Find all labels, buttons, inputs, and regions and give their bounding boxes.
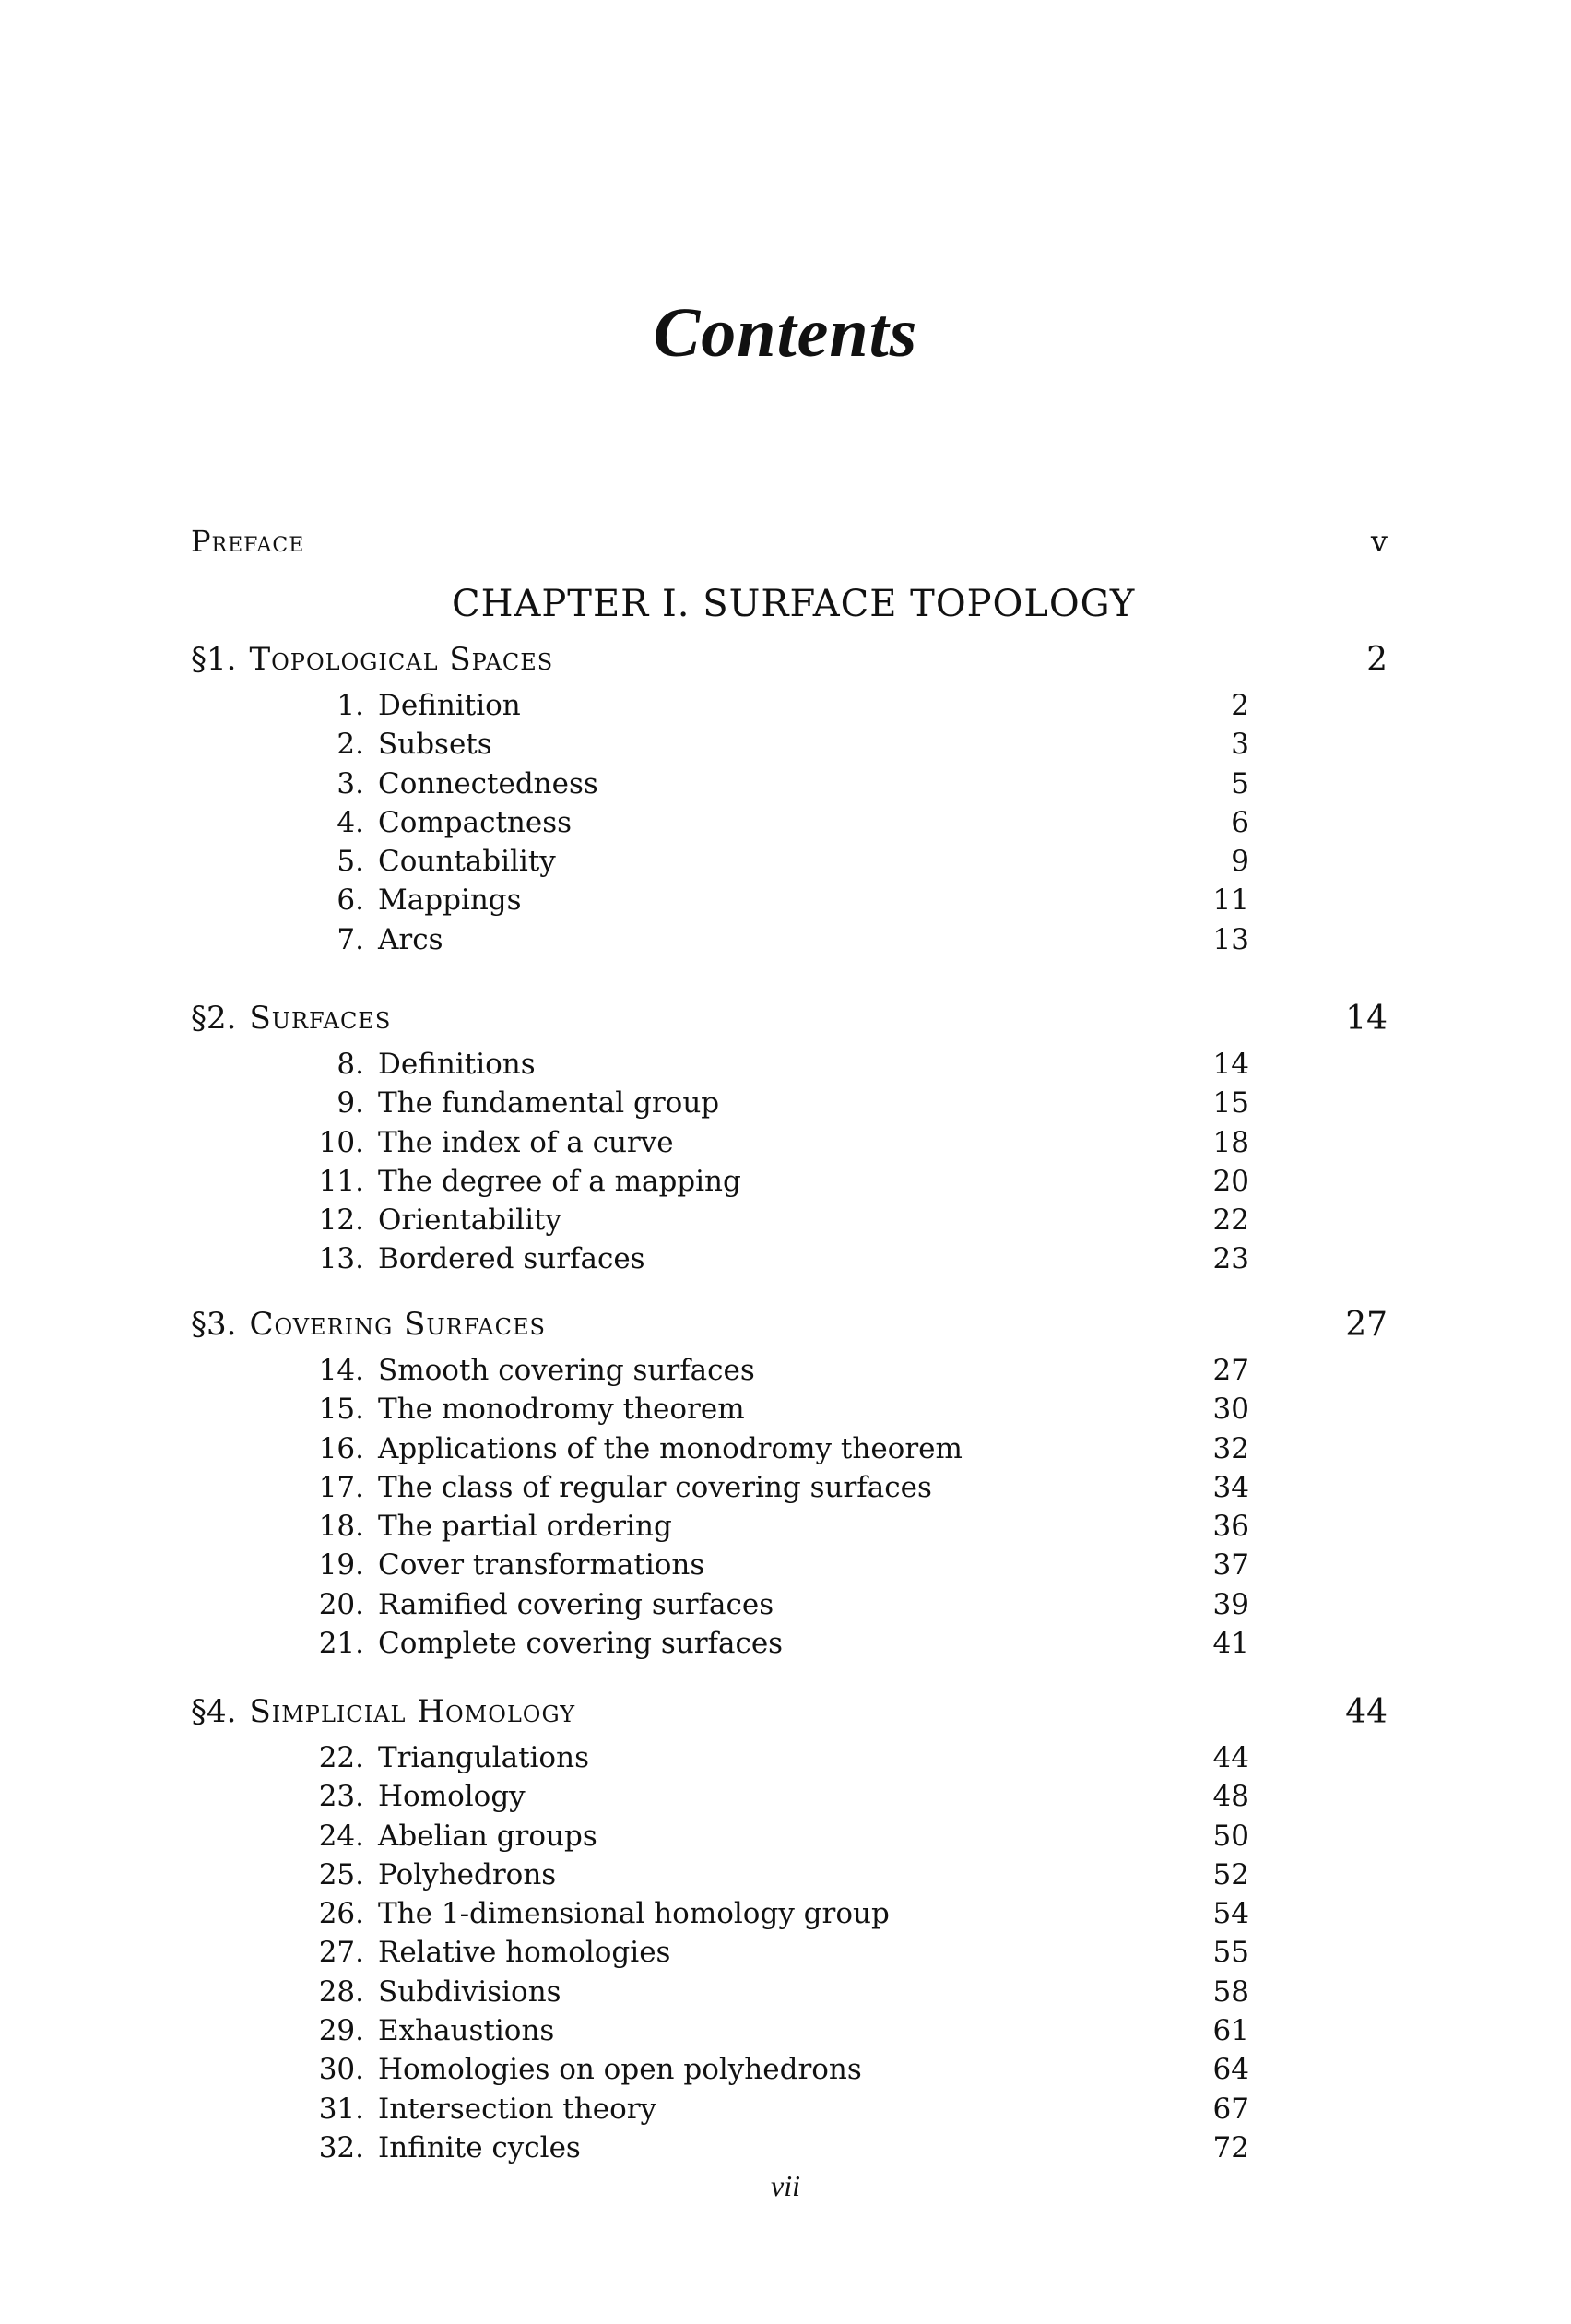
toc-entry [191,806,1388,845]
entry-number: 18. [318,1510,364,1544]
entry-title: Triangulations [378,1741,589,1774]
entry-page: 41 [1212,1627,1249,1661]
entry-title: Infinite cycles [378,2130,581,2164]
entry-page: 15 [1212,1086,1249,1120]
entry-title: Homologies on open polyhedrons [378,2053,862,2087]
entry-title: Definitions [378,1048,536,1081]
entry-number: 10. [318,1125,364,1159]
section-3 [191,1306,1388,1666]
entry-page: 22 [1212,1204,1249,1238]
page-title: Contents [653,294,918,372]
entry-title: Applications of the monodromy theorem [378,1431,963,1465]
toc-entry [191,2131,1388,2170]
toc-entry [191,1165,1388,1204]
entry-title: The fundamental group [378,1086,720,1120]
toc-entry [191,923,1388,962]
entry-number: 27. [318,1936,364,1970]
entry-title: The index of a curve [378,1125,674,1159]
entry-page: 37 [1212,1548,1249,1583]
preface-entry [191,524,1388,559]
section-4 [191,1693,1388,2170]
toc-entry [191,1048,1388,1086]
entry-number: 30. [318,2053,364,2087]
chapter-heading: CHAPTER I. SURFACE TOPOLOGY [452,583,1136,625]
toc-entry [191,1627,1388,1666]
toc-entry [191,1204,1388,1242]
entry-title: Countability [378,845,556,879]
entry-title: Definition [378,689,521,722]
toc-entry [191,1741,1388,1780]
entry-list [191,1741,1388,2170]
entry-title: Ramified covering surfaces [378,1587,774,1621]
entry-number: 14. [318,1354,364,1387]
toc-entry [191,728,1388,766]
entry-page: 11 [1212,883,1249,918]
toc-entry [191,1354,1388,1393]
entry-number: 17. [318,1470,364,1504]
section-mark: §2. [191,1000,237,1037]
preface-page: v [1370,524,1388,559]
entry-number: 32. [318,2130,364,2164]
entry-page: 13 [1212,922,1249,956]
entry-title: Abelian groups [378,1819,597,1853]
toc-entry [191,1242,1388,1281]
section-mark: §1. [191,641,237,678]
entry-page: 6 [1231,805,1249,839]
section-title: Topological Spaces [249,641,554,678]
entry-page: 72 [1212,2130,1249,2164]
toc-entry [191,1936,1388,1974]
entry-page: 20 [1212,1164,1249,1198]
entry-list [191,1048,1388,1282]
entry-page: 48 [1212,1780,1249,1814]
entry-number: 13. [318,1242,364,1276]
toc-entry [191,1858,1388,1897]
entry-page: 54 [1212,1897,1249,1931]
entry-number: 5. [337,845,364,879]
entry-number: 23. [318,1780,364,1814]
toc-entry [191,1086,1388,1125]
entry-title: Orientability [378,1204,561,1238]
entry-title: Intersection theory [378,2092,657,2126]
entry-title: Arcs [378,922,443,956]
section-mark: §3. [191,1306,237,1343]
entry-number: 24. [318,1819,364,1853]
entry-page: 39 [1212,1587,1249,1621]
section-1 [191,641,1388,962]
entry-number: 25. [318,1857,364,1891]
entry-title: The degree of a mapping [378,1164,741,1198]
entry-title: Subsets [378,728,492,762]
entry-page: 30 [1212,1393,1249,1427]
entry-number: 4. [337,805,364,839]
toc-entry [191,1548,1388,1587]
toc-entry [191,1897,1388,1936]
entry-page: 52 [1212,1857,1249,1891]
entry-number: 15. [318,1393,364,1427]
section-page: 2 [1366,641,1388,679]
section-page: 27 [1345,1306,1388,1344]
entry-number: 21. [318,1627,364,1661]
entry-page: 64 [1212,2053,1249,2087]
entry-title: Exhaustions [378,2014,555,2048]
entry-title: Mappings [378,883,522,918]
preface-label: Preface [191,524,305,559]
entry-page: 5 [1231,766,1249,800]
entry-title: Connectedness [378,766,598,800]
section-heading [191,1306,1388,1354]
entry-title: Complete covering surfaces [378,1627,784,1661]
page-number: vii [771,2169,800,2202]
entry-title: Homology [378,1780,526,1814]
entry-page: 32 [1212,1431,1249,1465]
section-page: 44 [1345,1693,1388,1731]
toc-entry [191,1393,1388,1431]
entry-title: Smooth covering surfaces [378,1354,755,1387]
toc-entry [191,689,1388,728]
toc-entry [191,1126,1388,1165]
entry-page: 2 [1231,689,1249,722]
section-mark: §4. [191,1693,237,1730]
entry-title: Cover transformations [378,1548,705,1583]
section-page: 14 [1345,1000,1388,1038]
section-2 [191,1000,1388,1282]
entry-number: 11. [318,1164,364,1198]
entry-number: 8. [337,1048,364,1081]
entry-title: The class of regular covering surfaces [378,1470,932,1504]
toc-entry [191,2093,1388,2131]
toc-entry [191,1588,1388,1627]
entry-number: 28. [318,1974,364,2009]
section-title: Surfaces [249,1000,392,1037]
entry-number: 1. [337,689,364,722]
toc-entry [191,1510,1388,1548]
entry-number: 26. [318,1897,364,1931]
entry-number: 2. [337,728,364,762]
toc-entry [191,1471,1388,1510]
entry-number: 7. [337,922,364,956]
entry-title: Subdivisions [378,1974,561,2009]
entry-page: 58 [1212,1974,1249,2009]
section-title: Simplicial Homology [249,1693,576,1730]
entry-page: 44 [1212,1741,1249,1774]
entry-title: The 1-dimensional homology group [378,1897,890,1931]
entry-title: The partial ordering [378,1510,672,1544]
toc-entry [191,1780,1388,1819]
section-heading [191,641,1388,689]
entry-number: 19. [318,1548,364,1583]
entry-number: 20. [318,1587,364,1621]
entry-page: 55 [1212,1936,1249,1970]
entry-title: Compactness [378,805,573,839]
toc-entry [191,1820,1388,1858]
entry-page: 18 [1212,1125,1249,1159]
entry-page: 14 [1212,1048,1249,1081]
toc-entry [191,1432,1388,1471]
entry-number: 22. [318,1741,364,1774]
entry-page: 9 [1231,845,1249,879]
entry-page: 67 [1212,2092,1249,2126]
entry-number: 9. [337,1086,364,1120]
entry-title: Relative homologies [378,1936,671,1970]
entry-number: 12. [318,1204,364,1238]
entry-page: 27 [1212,1354,1249,1387]
entry-page: 36 [1212,1510,1249,1544]
toc-entry [191,2014,1388,2053]
toc-entry [191,1975,1388,2014]
entry-page: 61 [1212,2014,1249,2048]
entry-title: The monodromy theorem [378,1393,745,1427]
entry-number: 31. [318,2092,364,2126]
entry-page: 50 [1212,1819,1249,1853]
entry-list [191,1354,1388,1666]
section-title: Covering Surfaces [249,1306,546,1343]
toc-entry [191,2053,1388,2092]
toc-entry [191,845,1388,883]
entry-number: 16. [318,1431,364,1465]
section-heading [191,1693,1388,1741]
entry-page: 23 [1212,1242,1249,1276]
entry-number: 29. [318,2014,364,2048]
toc-entry [191,883,1388,922]
entry-page: 3 [1231,728,1249,762]
entry-page: 34 [1212,1470,1249,1504]
entry-number: 3. [337,766,364,800]
entry-title: Bordered surfaces [378,1242,645,1276]
toc-entry [191,767,1388,806]
entry-list [191,689,1388,962]
entry-title: Polyhedrons [378,1857,557,1891]
section-heading [191,1000,1388,1048]
entry-number: 6. [337,883,364,918]
